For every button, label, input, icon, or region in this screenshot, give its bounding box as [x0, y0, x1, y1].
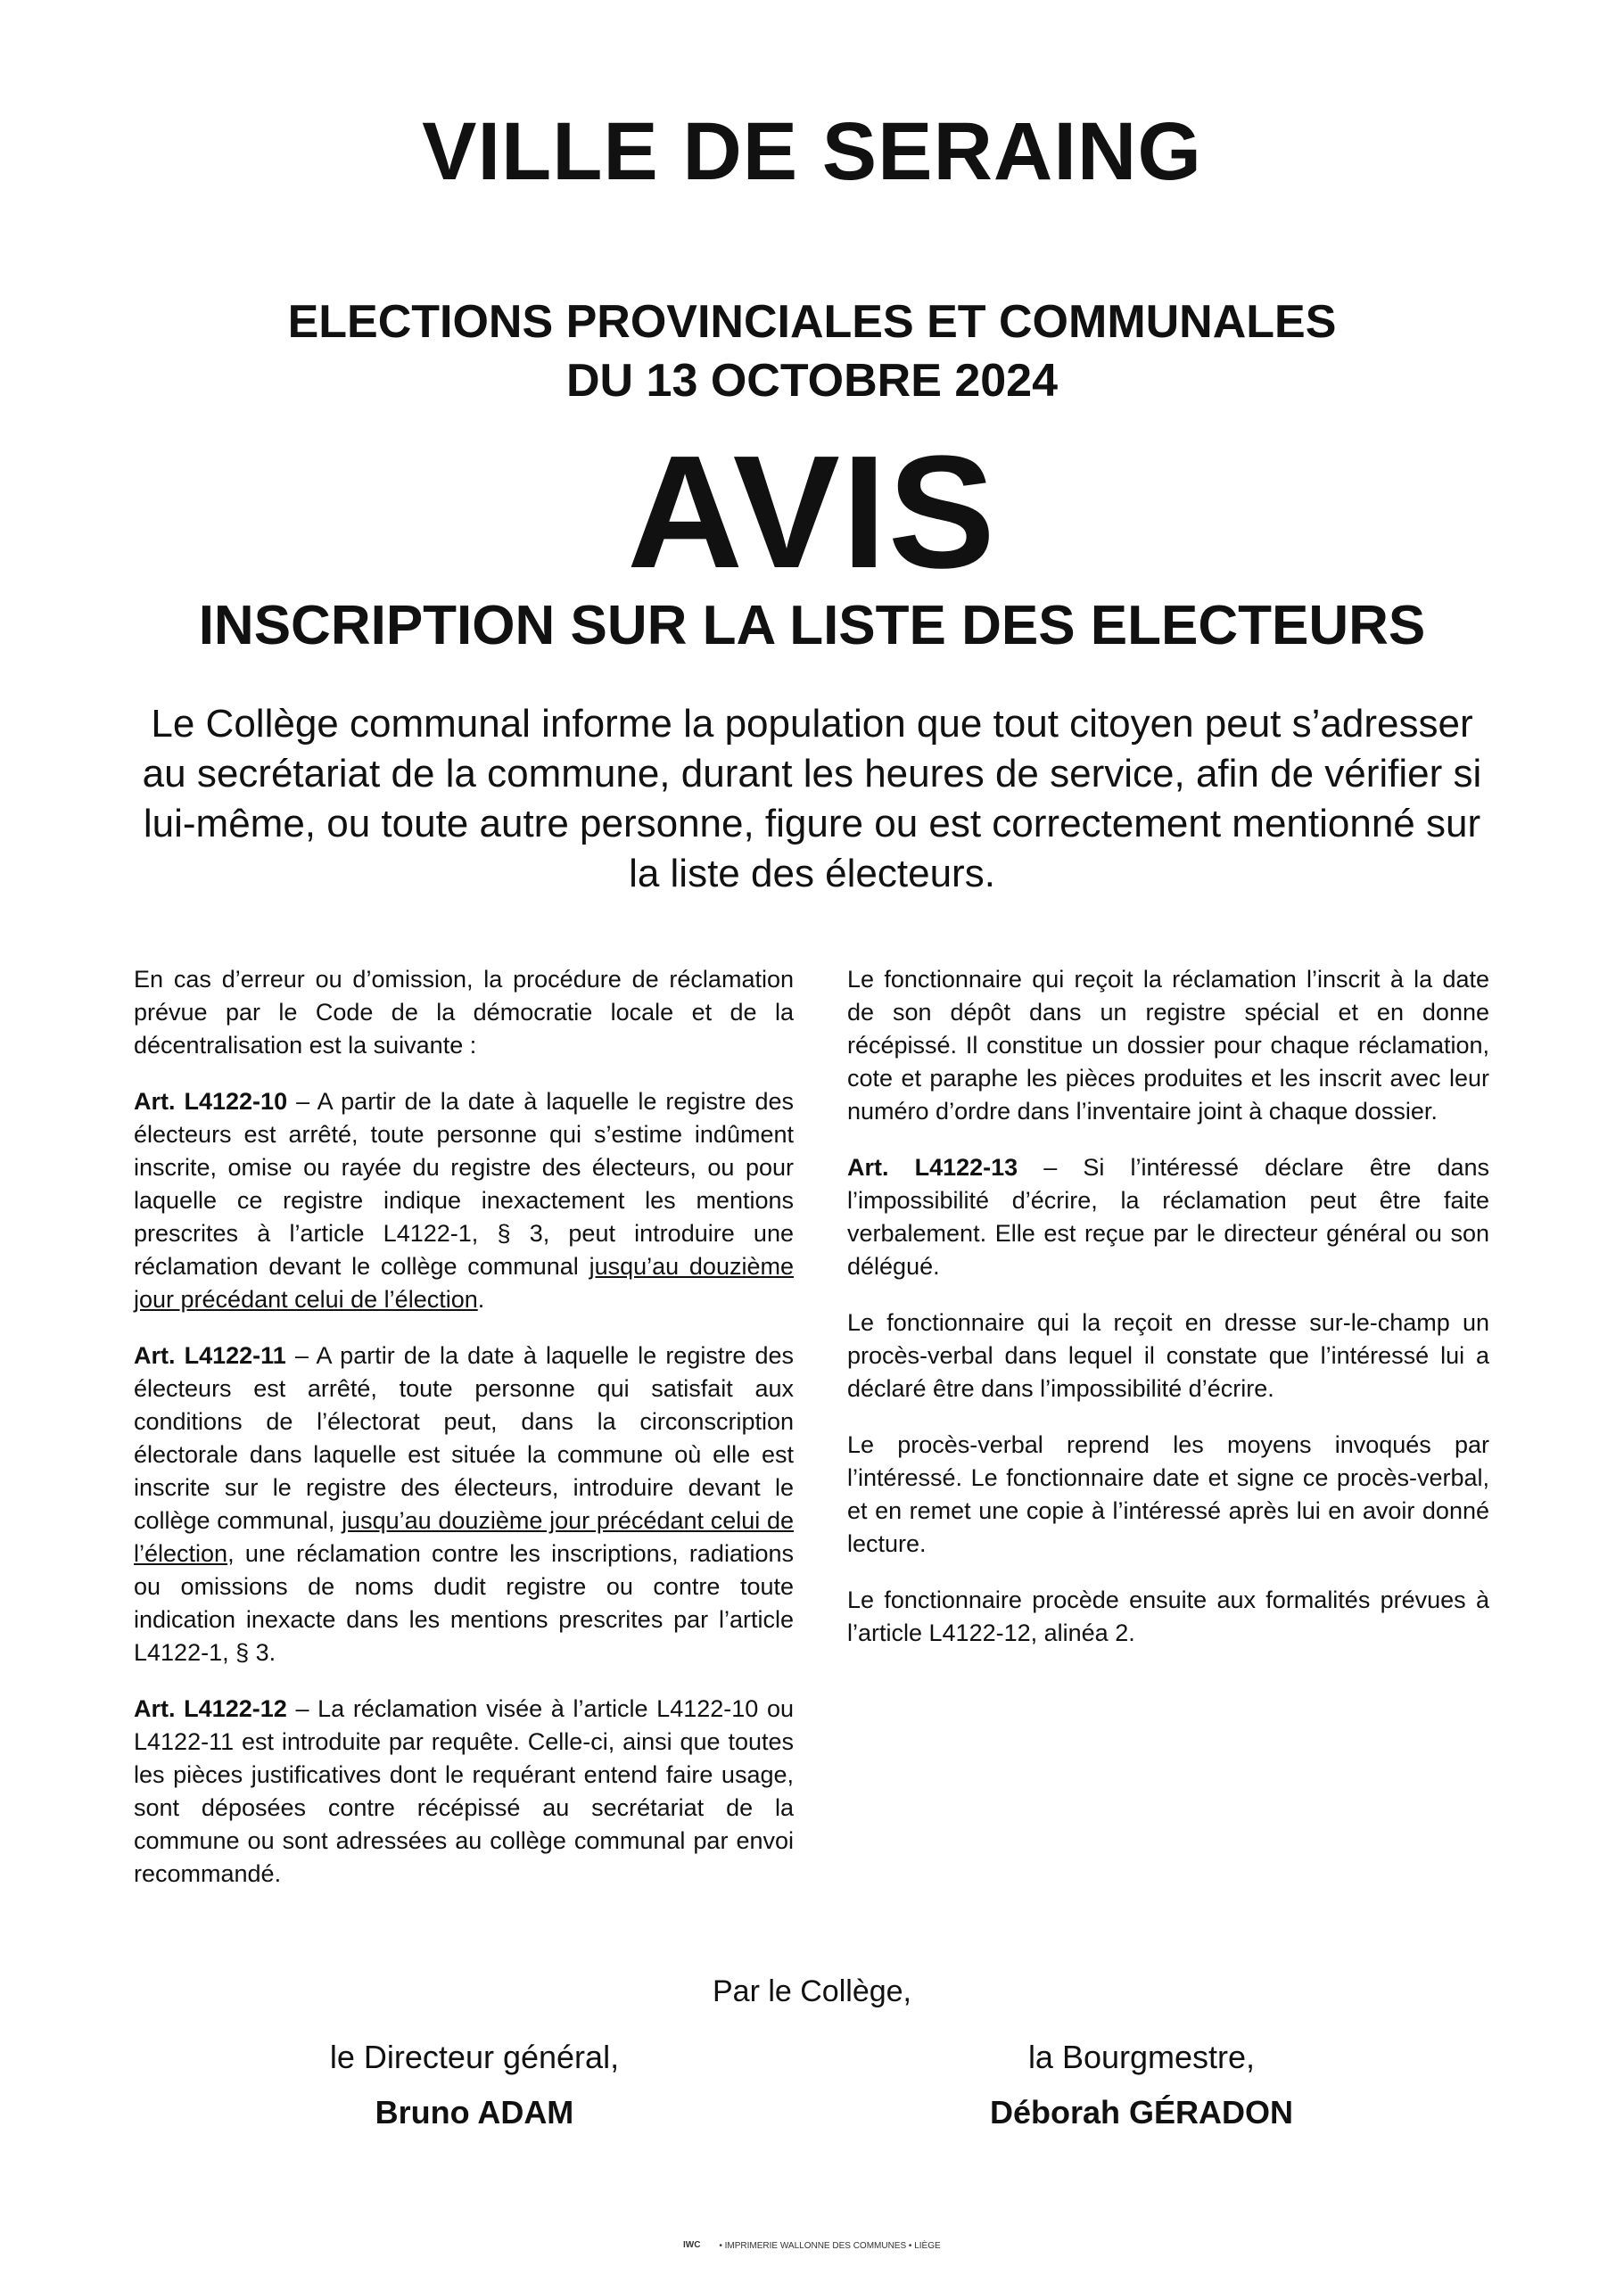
deadline-text: jusqu’au douzième jour précédant celui de l’élection: [134, 1507, 794, 1567]
article-number: Art. L4122-10: [134, 1088, 288, 1115]
minutes-paragraph: Le procès-verbal reprend les moyens invoqués par l’intéressé. Le fonctionnaire date et signe ce procès-verbal, et en remet une copie à l’intéressé après lui en avoir donné lecture.: [847, 1431, 1489, 1557]
article-number: Art. L4122-11: [134, 1342, 286, 1369]
subtitle-line-1: ELECTIONS PROVINCIALES ET COMMUNALES: [287, 296, 1337, 348]
printer-logo-mark: [683, 2238, 713, 2249]
deadline-text: jusqu’au douzième jour précédant celui de l’élection: [134, 1253, 794, 1313]
printer-name: • IMPRIMERIE WALLONNE DES COMMUNES • LIÈGE: [719, 2241, 941, 2252]
article-l4122-13: [847, 1151, 1489, 1283]
left-column: [134, 963, 794, 1914]
procedure-intro: En cas d’erreur ou d’omission, la procédure de réclamation prévue par le Code de la démocratie locale et de la décentralisation est la suivante :: [134, 966, 794, 1059]
subtitle-line-2: DU 13 OCTOBRE 2024: [565, 355, 1059, 407]
signature-right: [865, 2035, 1418, 2135]
printer-logo-text: IWC: [683, 2240, 701, 2249]
record-paragraph: Le fonctionnaire qui la reçoit en dresse sur-le-champ un procès-verbal dans lequel il constate que l’intéressé lui a déclaré être dans l’impossibilité d’écrire.: [847, 1309, 1489, 1402]
article-text: – La réclamation visée à l’article L4122-10 ou L4122-11 est introduite par requête. Celle-ci, ainsi que toutes les pièces justificatives dont le requérant entend faire usage, sont déposées contre récépissé au secrétariat de la commune ou sont adressées au collège communal par envoi recommandé.: [134, 1695, 794, 1887]
city-title: VILLE DE SERAING: [422, 106, 1202, 197]
article-text: – A partir de la date à laquelle le registre des électeurs est arrêté, toute personne qui satisfait aux conditions de l’électorat peut, dans la circonscription électorale dans laquelle est située la commune où elle est inscrite sur le registre des électeurs, introduire devant le collège communal,: [134, 1342, 795, 1534]
notice-word: AVIS: [627, 423, 997, 602]
signatory-name: Déborah GÉRADON: [989, 2094, 1294, 2131]
election-subtitle: [0, 293, 1624, 410]
signatory-name: Bruno ADAM: [375, 2094, 574, 2131]
right-column: [847, 963, 1489, 1673]
intro-paragraph: Le Collège communal informe la population que tout citoyen peut s’adresser au secrétariat de la commune, durant les heures de service, afin de vérifier si lui-même, ou toute autre personne, figure ou est correctement mentionné sur la liste des électeurs.: [142, 702, 1482, 895]
printer-logo: [683, 2238, 713, 2254]
notice-heading: INSCRIPTION SUR LA LISTE DES ELECTEURS: [198, 595, 1426, 656]
signatory-role: la Bourgmestre,: [1027, 2039, 1256, 2075]
article-text-end: .: [477, 1286, 485, 1313]
registration-paragraph: Le fonctionnaire qui reçoit la réclamation l’inscrit à la date de son dépôt dans un registre spécial et en donne récépissé. Il constitue un dossier pour chaque réclamation, cote et paraphe les pièces produites et les inscrit avec leur numéro d’ordre dans l’inventaire joint à chaque dossier.: [847, 966, 1489, 1125]
article-text-end: , une réclamation contre les inscriptions, radiations ou omissions de noms dudit registre ou contre toute indication inexacte dans les mentions prescrites par l’article L4122-1, § 3.: [134, 1540, 794, 1666]
signatory-role: le Directeur général,: [329, 2039, 620, 2075]
formalities-paragraph: Le fonctionnaire procède ensuite aux formalités prévues à l’article L4122-12, alinéa 2.: [847, 1587, 1489, 1646]
article-number: Art. L4122-13: [847, 1154, 1018, 1181]
article-number: Art. L4122-12: [134, 1695, 287, 1722]
article-l4122-10: [134, 1085, 794, 1316]
article-text: – A partir de la date à laquelle le registre des électeurs est arrêté, toute personne qui s’estime indûment inscrite, omise ou rayée du registre des électeurs, ou pour laquelle ce registre indique inexactement les mentions prescrites à l’article L4122-1, § 3, peut introduire une réclamation devant le collège communal: [134, 1088, 794, 1280]
signature-left: [198, 2035, 751, 2135]
article-text: – Si l’intéressé déclare être dans l’impossibilité d’écrire, la réclamation peut être faite verbalement. Elle est reçue par le directeur général ou son délégué.: [847, 1154, 1489, 1280]
signature-intro: Par le Collège,: [712, 1974, 911, 2008]
article-l4122-11: [134, 1339, 794, 1669]
printer-footer: [0, 2238, 1624, 2254]
article-l4122-12: [134, 1693, 794, 1891]
